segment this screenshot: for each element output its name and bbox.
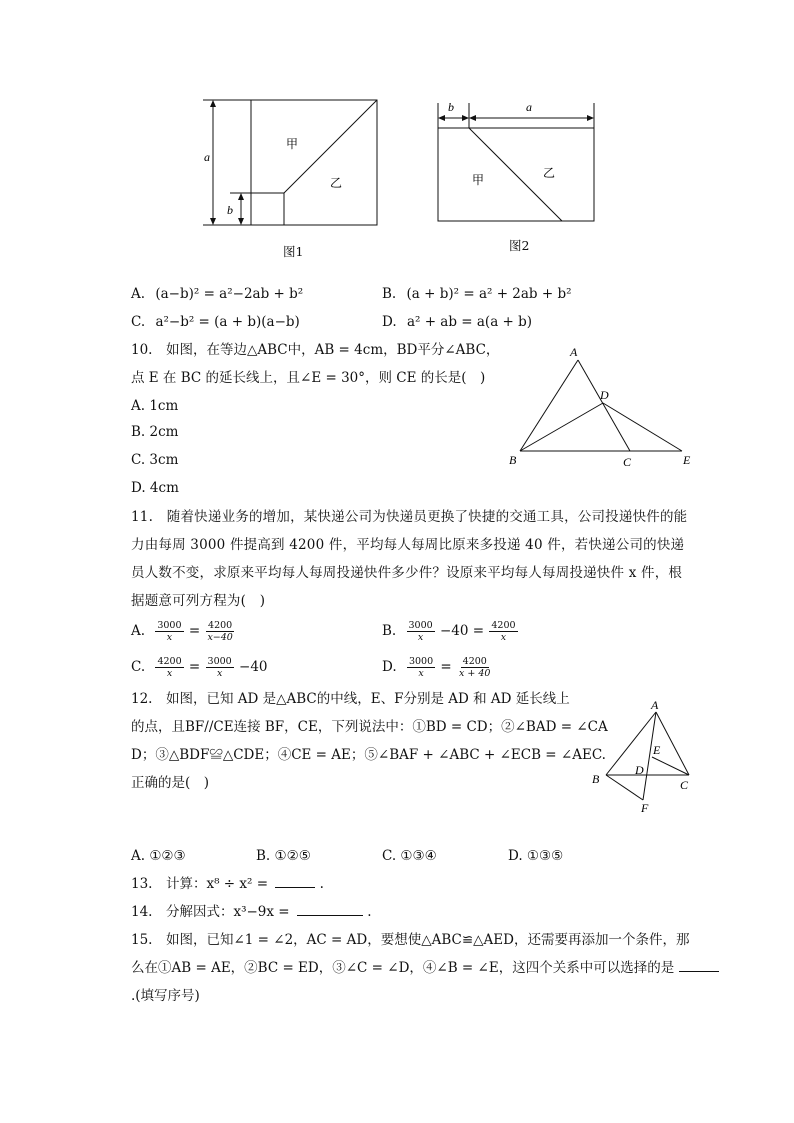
q15-stem-line1: 15. 如图，已知∠1 = ∠2，AC = AD，要想使△ABC≌△AED，还需要再添加一个条件，那 <box>131 932 690 948</box>
frac-denominator: x <box>166 668 173 679</box>
q9-option-c-label: C. <box>131 314 146 330</box>
q11-option-d-frac2 <box>457 656 492 679</box>
q12-point-b: B <box>592 772 600 786</box>
q9-option-a <box>131 283 303 305</box>
q11-option-b-frac1 <box>407 620 435 643</box>
fig1-caption: 图1 <box>283 244 304 259</box>
q9-option-b-text: (a + b)² = a² + 2ab + b² <box>406 286 572 302</box>
fig2-region-yi: 乙 <box>543 166 556 180</box>
q11-option-c-label: C. <box>131 659 146 675</box>
q13-answer-blank[interactable] <box>275 873 315 888</box>
q14-answer-blank[interactable] <box>297 901 363 916</box>
q9-option-c-text: a²−b² = (a + b)(a−b) <box>155 314 300 330</box>
q14-prefix: 14. 分解因式：x³−9x = <box>131 904 290 920</box>
q11-option-b <box>382 618 519 644</box>
q12-option-a: A. ①②③ <box>131 848 186 864</box>
q10-option-a: A. 1cm <box>131 398 179 414</box>
q11-stem: 11. 随着快递业务的增加，某快递公司为快递员更换了快捷的交通工具，公司投递快件的能力由每周 3000 件提高到 4200 件，平均每人每周比原来多投递 40 件，若快递公司的快递员人数不变，求原来平均每人每周投递快件多少件？设原来平均每人每周投递快件 x 件，根据题意可列方程为( ) <box>131 509 688 609</box>
q15-answer-blank[interactable] <box>679 957 719 972</box>
q12-point-f: F <box>641 801 649 815</box>
q9-option-d-text: a² + ab = a(a + b) <box>406 314 533 330</box>
q13-prefix: 13. 计算：x⁸ ÷ x² = <box>131 876 269 892</box>
q9-option-a-text: (a−b)² = a²−2ab + b² <box>155 286 304 302</box>
frac-denominator: x−40 <box>207 632 233 643</box>
fig1-label-a: a <box>204 150 210 164</box>
frac-numerator: 3000 <box>207 656 232 667</box>
q10-point-a: A <box>570 345 578 359</box>
q14-suffix: . <box>367 904 372 920</box>
q11-option-c-frac1 <box>155 656 183 679</box>
q10-point-b: B <box>509 453 517 467</box>
q10-stem-line1: 10. 如图，在等边△ABC中，AB = 4cm，BD平分∠ABC， <box>131 342 500 358</box>
q9-option-d-label: D. <box>382 314 397 330</box>
figure-2 <box>430 96 600 226</box>
q9-option-a-label: A. <box>131 286 146 302</box>
q13-suffix: . <box>319 876 324 892</box>
q11-option-d-label: D. <box>382 659 397 675</box>
q10-stem-line2: 点 E 在 BC 的延长线上，且∠E = 30°，则 CE 的长是( ) <box>131 370 486 386</box>
q9-option-c <box>131 311 300 333</box>
q11-option-d-frac1 <box>407 656 435 679</box>
q11-option-a-label: A. <box>131 623 146 639</box>
frac-numerator: 4200 <box>208 620 233 631</box>
q10-point-e: E <box>683 453 691 467</box>
q15-stem-line3: .(填写序号) <box>131 988 200 1004</box>
fig2-region-jia: 甲 <box>472 173 485 187</box>
q11-option-b-label: B. <box>382 623 397 639</box>
fig2-label-b: b <box>448 100 454 114</box>
fig2-label-a: a <box>526 100 532 114</box>
q12-option-c: C. ①③④ <box>382 848 437 864</box>
q15-stem-line2-text: 么在①AB = AE，②BC = ED，③∠C = ∠D，④∠B = ∠E，这四个关系中可以选择的是 <box>131 960 675 976</box>
q15-stem-line2 <box>131 957 719 979</box>
q11-option-a-eq: = <box>188 623 201 639</box>
q12-option-b: B. ①②⑤ <box>256 848 311 864</box>
q9-option-b <box>382 283 572 305</box>
q12-stem-line4: 正确的是( ) <box>131 775 210 791</box>
q11-option-b-frac2 <box>489 620 517 643</box>
q11-option-c <box>131 654 268 680</box>
q9-option-b-label: B. <box>382 286 397 302</box>
q12-stem-line2: 的点，且BF//CE连接 BF，CE，下列说法中：①BD = CD；②∠BAD = ∠CA <box>131 719 608 735</box>
q12-point-c: C <box>680 778 689 792</box>
frac-denominator: x <box>216 668 223 679</box>
frac-denominator: x <box>418 668 424 679</box>
q10-option-c: C. 3cm <box>131 452 179 468</box>
fig2-caption: 图2 <box>509 238 530 253</box>
frac-denominator: x + 40 <box>459 668 491 679</box>
q10-option-b: B. 2cm <box>131 424 179 440</box>
frac-numerator: 3000 <box>408 620 433 631</box>
frac-denominator: x <box>166 632 173 643</box>
q12-triangle-figure <box>588 694 698 816</box>
frac-numerator: 3000 <box>408 656 434 667</box>
q11-option-c-frac2 <box>206 656 234 679</box>
q11-option-c-eq: = <box>188 659 201 675</box>
q12-point-a: A <box>651 698 659 712</box>
fig1-region-yi: 乙 <box>330 176 343 190</box>
frac-numerator: 4200 <box>462 656 487 667</box>
fig1-region-jia: 甲 <box>286 137 299 151</box>
q12-stem-line1: 12. 如图，已知 AD 是△ABC的中线，E、F分别是 AD 和 AD 延长线上 <box>131 691 570 707</box>
q13-question <box>131 873 324 895</box>
q12-point-d: D <box>635 763 644 777</box>
q12-point-e: E <box>653 743 661 757</box>
q11-option-d <box>382 654 493 680</box>
q10-triangle-figure <box>505 342 700 470</box>
frac-numerator: 3000 <box>157 620 182 631</box>
q9-option-d <box>382 311 532 333</box>
fig1-label-b: b <box>227 203 233 217</box>
q11-option-a-frac1 <box>155 620 183 643</box>
q10-point-c: C <box>623 455 632 469</box>
frac-numerator: 4200 <box>491 620 516 631</box>
q14-question <box>131 901 372 923</box>
q11-option-b-mid: −40 = <box>440 623 485 639</box>
frac-numerator: 4200 <box>157 656 182 667</box>
q11-option-c-tail: −40 <box>239 659 268 675</box>
q11-option-a <box>131 618 236 644</box>
q10-point-d: D <box>600 388 609 402</box>
q11-option-a-frac2 <box>205 620 234 643</box>
q10-option-d: D. 4cm <box>131 480 179 496</box>
frac-denominator: x <box>500 632 507 643</box>
q12-option-d: D. ①③⑤ <box>508 848 564 864</box>
q12-stem-line3: D；③△BDF≌△CDE；④CE = AE；⑤∠BAF + ∠ABC + ∠ECB = ∠AEC. <box>131 747 606 763</box>
q11-option-d-eq: = <box>440 659 452 675</box>
frac-denominator: x <box>417 632 424 643</box>
figure-1 <box>195 92 390 232</box>
